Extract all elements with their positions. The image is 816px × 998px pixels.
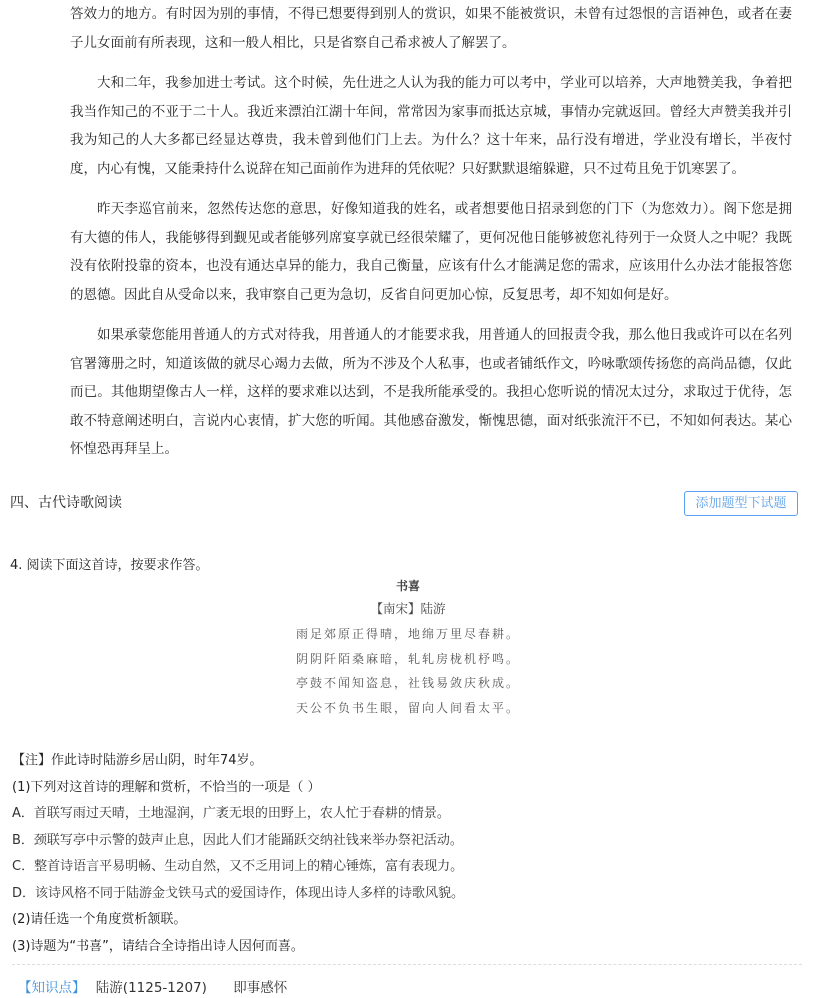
option-c: C．整首诗语言平易明畅、生动自然，又不乏用词上的精心锤炼，富有表现力。: [12, 859, 464, 874]
passage-paragraph: 答效力的地方。有时因为别的事情，不得已想要得到别人的赏识，如果不能被赏识，未曾有过怨恨的言语神色，或者在妻子儿女面前有所表现，这和一般人相比，只是省察自己希求被人了解罢了。: [70, 6, 792, 51]
option-d: D．该诗风格不同于陆游金戈铁马式的爱国诗作，体现出诗人多样的诗歌风貌。: [12, 885, 465, 901]
sub-question-1: (1)下列对这首诗的理解和赏析，不恰当的一项是（ ）: [12, 779, 321, 795]
option-b: B．颈联写亭中示警的鼓声止息，因此人们才能踊跃交纳社钱来举办祭祀活动。: [12, 832, 463, 848]
knowledge-label: 【知识点】: [18, 980, 86, 996]
poem-line: 雨足郊原正得晴，地绵万里尽春耕。: [295, 627, 520, 641]
passage-paragraph: 大和二年，我参加进士考试。这个时候，先仕进之人认为我的能力可以考中，学业可以培养，大声地赞美我，争着把我当作知己的不亚于二十人。我近来漂泊江湖十年间，常常因为家事而抵达京城，事情办完就返回。曾经大声赞美我并引我为知己的人大多都已经显达尊贵，我未曾到他们门上去。为什么？这十年来，品行没有增进，学业没有增长，半夜忖度，内心有愧，又能秉持什么说辞在知己面前作为进拜的凭依呢？只好默默退缩躲避，只不过苟且免于饥寒罢了。: [70, 75, 792, 177]
section-title: 四、古代诗歌阅读: [10, 495, 122, 511]
sub-question-2: (2)请任选一个角度赏析颔联。: [12, 912, 187, 927]
poem-line: 阴阴阡陌桑麻暗，轧轧房栊机杼鸣。: [295, 651, 520, 666]
poem-title: 书喜: [395, 579, 420, 593]
reading-passage: [70, 0, 792, 476]
poem-author: 【南宋】陆游: [370, 601, 446, 616]
poem-line: 亭鼓不闻知盗息，社钱易敛庆秋成。: [295, 676, 520, 690]
poem-line: 天公不负书生眼，留向人间看太平。: [295, 700, 520, 715]
option-a: A．首联写雨过天晴，土地湿润，广袤无垠的田野上，农人忙于春耕的情景。: [12, 806, 450, 821]
knowledge-item[interactable]: 陆游(1125-1207): [95, 980, 207, 996]
question-prompt: 4. 阅读下面这首诗，按要求作答。: [10, 558, 209, 573]
sub-questions: [12, 748, 464, 960]
add-question-button[interactable]: 添加题型下试题: [684, 491, 798, 516]
knowledge-points: [18, 976, 309, 996]
knowledge-item[interactable]: 即事感怀: [233, 980, 288, 996]
passage-paragraph: 昨天李巡官前来，忽然传达您的意思，好像知道我的姓名，或者想要他日招录到您的门下（为您效力）。阁下您是拥有大德的伟人，我能够得到觐见或者能够列席宴享就已经很荣耀了，更何况他日能够被您礼待列于一众贤人之中呢？我既没有依附投靠的资本，也没有通达卓异的能力，我自己衡量，应该有什么才能满足您的需求，应该用什么办法才能报答您的恩德。因此自从受命以来，我审察自己更为急切，反省自问更加心惊，反复思考，却不知如何是好。: [70, 201, 792, 303]
passage-paragraph: 如果承蒙您能用普通人的方式对待我，用普通人的才能要求我，用普通人的回报责令我，那么他日我或许可以在名列官署簿册之时，知道该做的就尽心竭力去做，所为不涉及个人私事，也或者铺纸作文，吟咏歌颂传扬您的高尚品德，仅此而已。其他期望像古人一样，这样的要求难以达到，不是我所能承受的。我担心您听说的情况太过分，求取过于优待，怎敢不特意阐述明白，言说内心衷情，扩大您的听闻。其他感奋激发，惭愧思德，面对纸张流汗不已，不知如何表达。某心怀惶恐再拜呈上。: [70, 327, 792, 457]
poem: [250, 576, 566, 720]
note: 【注】作此诗时陆游乡居山阴，时年74岁。: [12, 753, 263, 768]
sub-question-3: (3)诗题为“书喜”，请结合全诗指出诗人因何而喜。: [12, 938, 304, 954]
divider: [12, 964, 802, 965]
